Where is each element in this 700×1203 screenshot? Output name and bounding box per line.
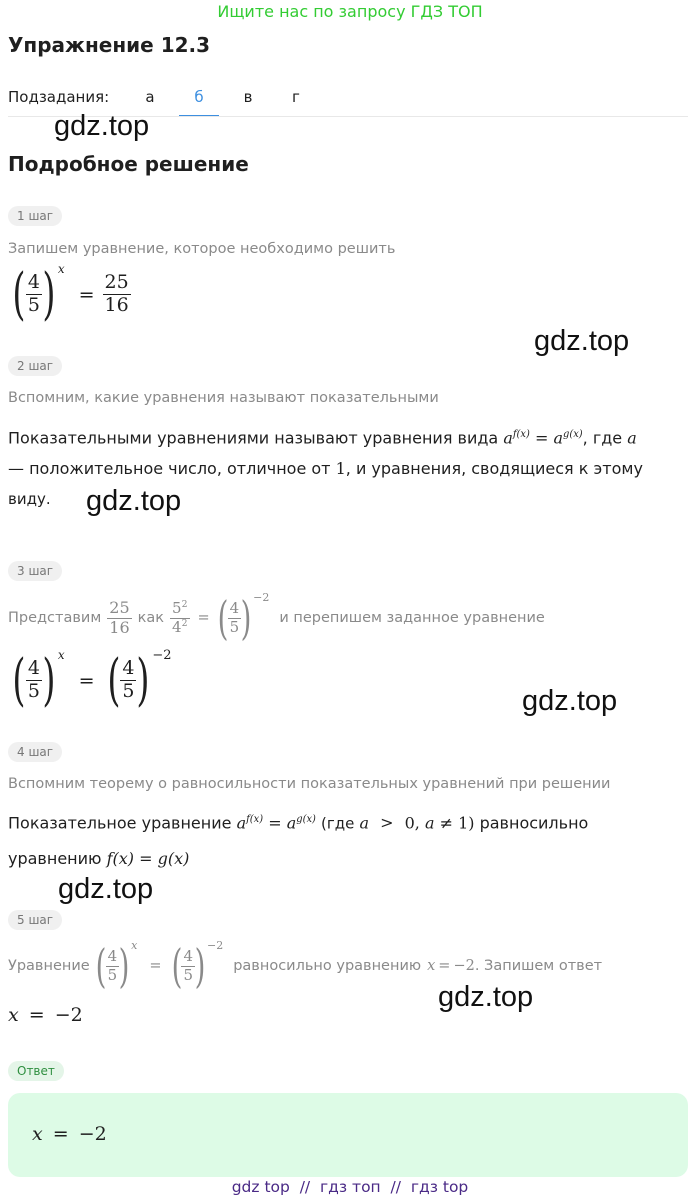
watermark: gdz.top	[54, 110, 150, 142]
tab-b[interactable]: б	[179, 86, 219, 117]
solution-title: Подробное решение	[8, 152, 249, 176]
answer-value: x = −2	[32, 1123, 107, 1145]
step-hint: Вспомним, какие уравнения называют показательными	[8, 390, 439, 406]
step1-equation: ( $\frac{4}{5}$ ) x = $\frac{25}{16}$	[12, 262, 129, 327]
answer-badge: Ответ	[8, 1061, 64, 1081]
step-hint: Вспомним теорему о равносильности показательных уравнений при решении	[8, 776, 611, 792]
footer-links: gdz top // гдз топ // гдз top	[231, 1178, 469, 1196]
watermark: gdz.top	[438, 981, 534, 1013]
watermark: gdz.top	[86, 485, 182, 517]
step-badge: 5 шаг	[8, 910, 62, 930]
step-badge: 4 шаг	[8, 742, 62, 762]
step3-hint: Представим $\frac{25}{16}$ как $\frac{5^2}{4^2}$ = ( $\frac{4}{5}$ ) −2 и перепишем заданное уравнение	[8, 591, 545, 645]
watermark: gdz.top	[534, 325, 630, 357]
step5-hint: Уравнение ( $\frac{4}{5}$ ) x = ( $\frac{4}{5}$ ) −2 равносильно уравнению x = −2 . Запишем ответ	[8, 939, 603, 993]
step5-result: x = −2	[8, 1004, 83, 1026]
step2-definition: Показательными уравнениями называют уравнения вида $a^{f(x)} = a^{g(x)}$, где a — положительное число, отличное от 1, и уравнения, сводящиеся к этому виду.	[8, 428, 643, 509]
tab-g[interactable]: г	[292, 88, 300, 106]
tab-v[interactable]: в	[243, 88, 253, 106]
step3-equation: ( $\frac{4}{5}$ ) x = ( $\frac{4}{5}$ ) −2	[12, 648, 172, 713]
promo-banner: Ищите нас по запросу ГДЗ ТОП	[217, 2, 483, 21]
step4-theorem: Показательное уравнение $a^{f(x)} = a^{g(x)}$ (где a > 0, a ≠ 1) равносильно уравнению f(x) = g(x)	[8, 813, 589, 869]
tab-a[interactable]: а	[145, 88, 155, 106]
paren-open: (	[12, 262, 26, 327]
fraction: $\frac{25}{16}$	[104, 271, 129, 316]
watermark: gdz.top	[522, 685, 618, 717]
step-badge: 1 шаг	[8, 206, 62, 226]
watermark: gdz.top	[58, 873, 154, 905]
step-hint: Запишем уравнение, которое необходимо решить	[8, 241, 396, 257]
answer-box	[8, 1093, 688, 1177]
step-badge: 2 шаг	[8, 356, 62, 376]
fraction: $\frac{4}{5}$	[27, 271, 40, 316]
page-title: Упражнение 12.3	[8, 33, 211, 57]
paren-close: )	[42, 262, 56, 327]
step-badge: 3 шаг	[8, 561, 62, 581]
subtasks-label: Подзадания:	[8, 88, 110, 106]
